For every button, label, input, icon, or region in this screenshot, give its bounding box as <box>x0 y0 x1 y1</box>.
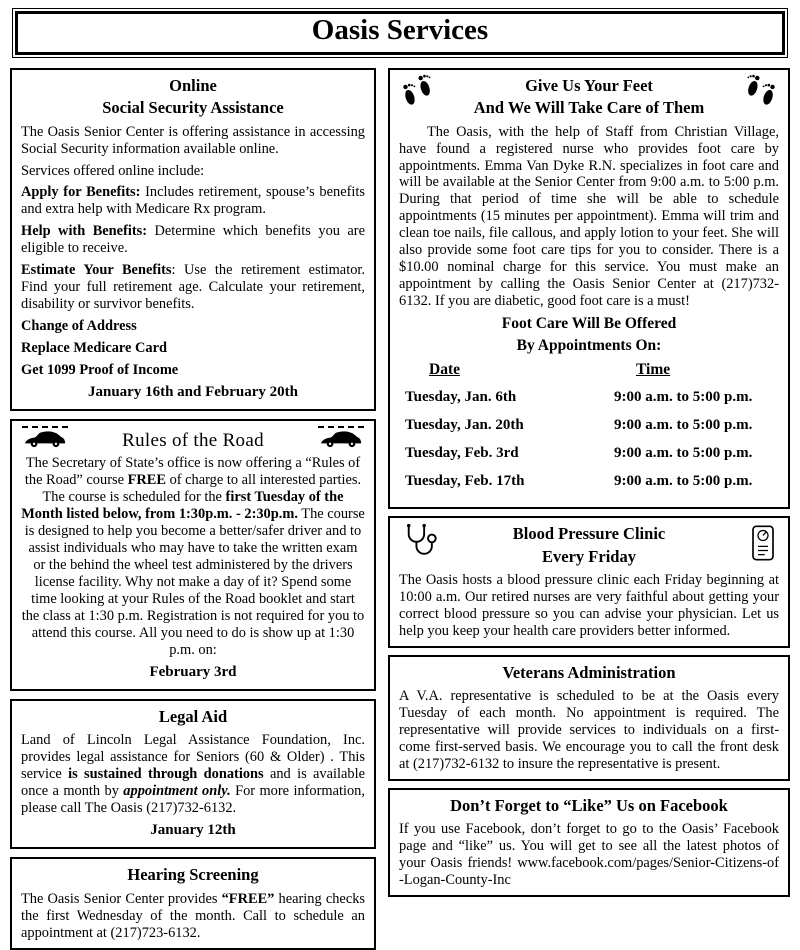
road-dash-left <box>22 426 68 428</box>
section-rules-of-the-road <box>10 419 376 691</box>
car-icon <box>24 430 66 448</box>
section-hearing-screening <box>10 857 376 949</box>
social-security-help-benefits: Help with Benefits: Determine which benefits you are eligible to receive. <box>21 223 365 257</box>
hearing-body: The Oasis Senior Center provides “FREE” hearing checks the first Wednesday of the month. Call to schedule an appointment at (217)723-6132. <box>21 890 365 941</box>
foot-care-title-line1: Give Us Your Feet <box>525 76 653 95</box>
rules-body: The Secretary of State’s office is now offering a “Rules of the Road” course FREE of charge to all interested parties. The course is scheduled for the first Tuesday of the Month listed below, from 1:30p.m. - 2:30p.m. The course is designed to help you become a better/safer driver and to assist individuals who may have to take the written exam or the behind the wheel test administered by the drivers license facility. Why not make a day of it? Spend some time looking at your Rules of the Road booklet and start the class at 1:30 p.m. Registration is not required for you to attend this course. All you need to do is show up at 1:30 p.m. on: <box>21 455 365 659</box>
schedule-row <box>399 473 779 490</box>
car-icon-left <box>21 426 69 448</box>
schedule-row <box>399 445 779 462</box>
rules-title: Rules of the Road <box>122 430 264 452</box>
section-veterans <box>388 655 790 781</box>
social-security-change-of-address: Change of Address <box>21 318 137 335</box>
hearing-title: Hearing Screening <box>127 865 259 885</box>
section-legal-aid <box>10 699 376 849</box>
foot-care-body: The Oasis, with the help of Staff from Christian Village, have found a registered nurse who provides foot care by appointments. Emma Van Dyke R.N. specializes in foot care and will be available at the Senior Center from 9:00 a.m. to 5:00 p.m. During that period of time she will be able to schedule appointments (15 minutes per appointment). Emma will trim and clean toe nails, file callous, and apply lotion to your feet. She will also provide some foot care tips for you to consider. There is a $10.00 nominal charge for this service. You must make an appointment by calling the Oasis Senior Center at (217)732-6132. If you are diabetic, good foot care is a must! <box>399 123 779 310</box>
social-security-1099-proof: Get 1099 Proof of Income <box>21 362 179 379</box>
blood-pressure-monitor-icon <box>748 523 778 563</box>
car-icon <box>320 430 362 448</box>
road-dash-right <box>318 426 364 428</box>
social-security-intro: The Oasis Senior Center is offering assistance in accessing Social Security information available online. <box>21 123 365 157</box>
section-facebook <box>388 788 790 897</box>
blood-pressure-title-line2: Every Friday <box>542 546 636 566</box>
section-blood-pressure <box>388 516 790 647</box>
social-security-dates: January 16th and February 20th <box>87 384 299 401</box>
section-foot-care <box>388 68 790 509</box>
schedule-time: 9:00 a.m. to 5:00 p.m. <box>614 473 753 490</box>
social-security-title: Social Security Assistance <box>102 98 284 118</box>
page-title: Oasis Services <box>311 14 489 46</box>
schedule-row <box>399 417 779 434</box>
schedule-time: 9:00 a.m. to 5:00 p.m. <box>614 417 753 434</box>
schedule-date: Tuesday, Jan. 20th <box>405 417 524 434</box>
legal-aid-title: Legal Aid <box>158 707 228 727</box>
stethoscope-icon <box>400 523 438 559</box>
schedule-date: Tuesday, Feb. 17th <box>405 473 525 490</box>
legal-aid-date: January 12th <box>150 822 236 839</box>
schedule-time: 9:00 a.m. to 5:00 p.m. <box>614 445 753 462</box>
facebook-title: Don’t Forget to “Like” Us on Facebook <box>450 796 728 816</box>
foot-care-title-line2: And We Will Take Care of Them <box>473 98 705 118</box>
content-columns <box>10 68 790 950</box>
section-social-security <box>10 68 376 411</box>
schedule-date: Tuesday, Jan. 6th <box>405 389 517 406</box>
page-header-inner <box>15 11 785 55</box>
right-column <box>388 68 790 897</box>
legal-aid-body: Land of Lincoln Legal Assistance Foundation, Inc. provides legal assistance for Seniors (60 & Older) . This service is sustained through donations and is available once a month by appointment only. For more information, please call The Oasis (217)732-6132. <box>21 732 365 817</box>
social-security-estimate-benefits: Estimate Your Benefits: Use the retirement estimator. Find your full retirement age. Calculate your retirement, disability or survivor benefits. <box>21 262 365 313</box>
social-security-replace-medicare-card: Replace Medicare Card <box>21 340 167 357</box>
social-security-services-line: Services offered online include: <box>21 162 205 179</box>
schedule-date-header: Date <box>429 361 460 379</box>
social-security-title-online: Online <box>169 76 217 95</box>
rules-date: February 3rd <box>149 664 237 681</box>
blood-pressure-body: The Oasis hosts a blood pressure clinic each Friday beginning at 10:00 a.m. Our retired nurses are very faithful about getting your correct blood pressure so you can advise your physician. Let us help you keep your health care providers better informed. <box>399 571 779 639</box>
footprints-icon-right <box>742 74 778 108</box>
rules-title-row <box>21 426 365 452</box>
schedule-time: 9:00 a.m. to 5:00 p.m. <box>614 389 753 406</box>
blood-pressure-title-line1: Blood Pressure Clinic <box>512 524 666 544</box>
footprints-icon-left <box>400 74 436 108</box>
social-security-apply-benefits: Apply for Benefits: Includes retirement, spouse’s benefits and extra help with Medicare Rx program. <box>21 184 365 218</box>
facebook-body: If you use Facebook, don’t forget to go to the Oasis’ Facebook page and “like” us. You will get to see all the latest photos of your Oasis friends! www.facebook.com/pages/Senior-Citizens-of -Logan-County-Inc <box>399 821 779 889</box>
car-icon-right <box>317 426 365 448</box>
schedule-header-row <box>399 361 779 379</box>
foot-care-offer-line1: Foot Care Will Be Offered <box>501 315 677 333</box>
foot-care-offer-line2: By Appointments On: <box>516 337 662 355</box>
veterans-body: A V.A. representative is scheduled to be at the Oasis every Tuesday of each month. No appointment is required. The representative will provide services to individuals on a first- come first-served basis. We encourage you to call the front desk at (217)732-6132 to insure the representative is present. <box>399 688 779 773</box>
schedule-row <box>399 389 779 406</box>
page-header <box>12 8 788 58</box>
foot-care-schedule <box>399 361 779 490</box>
schedule-time-header: Time <box>636 361 671 379</box>
schedule-date: Tuesday, Feb. 3rd <box>405 445 519 462</box>
left-column <box>10 68 376 950</box>
veterans-title: Veterans Administration <box>502 662 676 682</box>
